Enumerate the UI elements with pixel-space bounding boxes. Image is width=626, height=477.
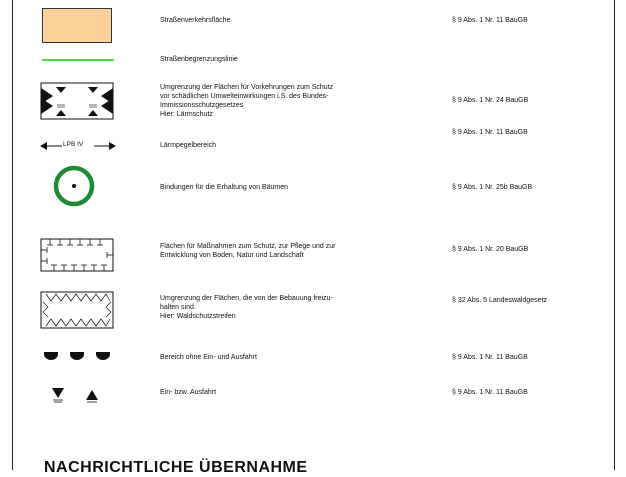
- legend-ref-umgrenzung-laermschutz: § 9 Abs. 1 Nr. 24 BauGB: [452, 97, 529, 104]
- legend-text-ohne-ein-ausfahrt: Bereich ohne Ein- und Ausfahrt: [160, 354, 257, 361]
- tree-circle-icon: [52, 164, 96, 208]
- legend-ref-ein-ausfahrt: § 9 Abs. 1 Nr. 11 BauGB: [452, 389, 528, 396]
- legend-text-massnahmen: Flächen für Maßnahmen zum Schutz, zur Pflege und zur Entwicklung von Boden, Natur und Landschaft: [160, 243, 336, 259]
- legend-text-ein-ausfahrt: Ein- bzw. Ausfahrt: [160, 389, 217, 396]
- page-border-right: [614, 0, 615, 470]
- legend-text-baeume: Bindungen für die Erhaltung von Bäumen: [160, 184, 289, 191]
- legend-ref-baeume: § 9 Abs. 1 Nr. 25b BauGB: [452, 184, 533, 191]
- legend-text-strassenverkehrsflaeche: Straßenverkehrsfläche: [160, 17, 231, 24]
- orange-area-swatch-icon: [42, 8, 112, 43]
- legend-text-strassenbegrenzungslinie: Straßenbegrenzungslinie: [160, 56, 238, 63]
- green-line-icon: [42, 59, 114, 61]
- entry-exit-triangles-icon: [50, 386, 102, 406]
- zigzag-box-icon: [40, 290, 114, 330]
- legend-text-waldschutz: Umgrenzung der Flächen, die von der Bebauung freizu- halten sind. Hier: Waldschutzstreifen: [160, 295, 333, 320]
- triangle-box-icon: [40, 82, 114, 120]
- page-border-left: [12, 0, 13, 470]
- section-heading: NACHRICHTLICHE ÜBERNAHME: [44, 459, 308, 476]
- legend-ref-strassenverkehrsflaeche: § 9 Abs. 1 Nr. 11 BauGB: [452, 17, 528, 24]
- t-border-box-icon: [40, 236, 114, 274]
- legend-text-laermpegelbereich: Lärmpegelbereich: [160, 142, 217, 149]
- half-circles-icon: [44, 351, 116, 363]
- legend-ref-waldschutz: § 32 Abs. 5 Landeswaldgesetz: [452, 297, 547, 304]
- legend-text-umgrenzung-laermschutz: Umgrenzung der Flächen für Vorkehrungen zum Schutz vor schädlichen Umwelteinwirkungen i.S. des Bundes- Immissionsschutzgesetzes Hier: Lärmschutz: [160, 84, 334, 118]
- lpb-label: LPB IV: [63, 141, 84, 148]
- legend-ref-massnahmen: § 9 Abs. 1 Nr. 20 BauGB: [452, 246, 529, 253]
- legend-ref-ohne-ein-ausfahrt: § 9 Abs. 1 Nr. 11 BauGB: [452, 354, 528, 361]
- legend-ref-laermpegelbereich: § 9 Abs. 1 Nr. 11 BauGB: [452, 129, 528, 136]
